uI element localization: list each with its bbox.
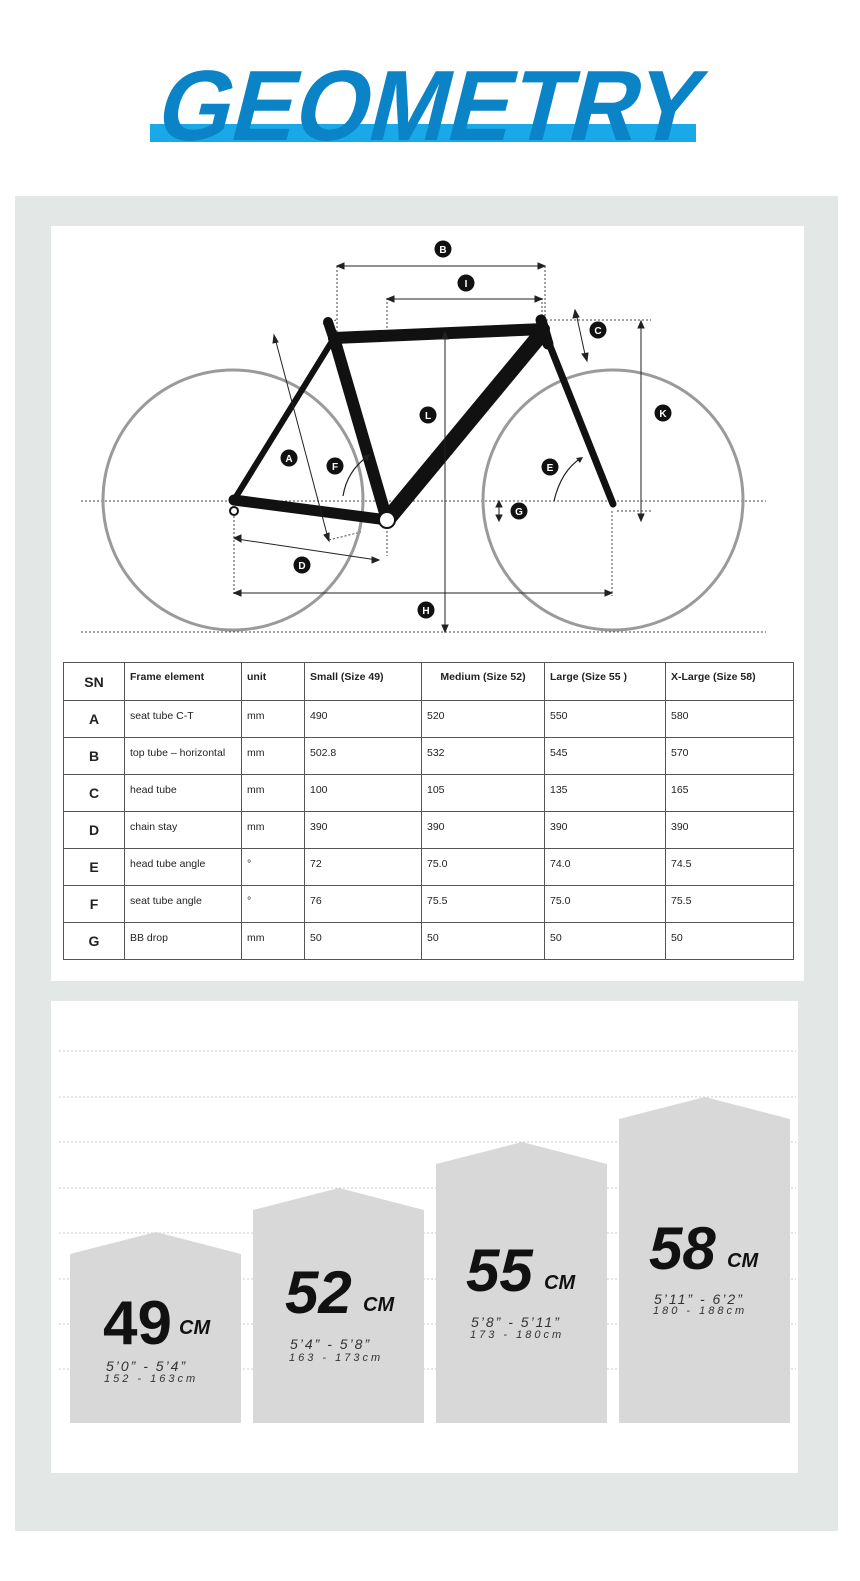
row-sn: C: [64, 775, 125, 812]
row-value-small: 502.8: [305, 738, 422, 775]
row-value-small: 100: [305, 775, 422, 812]
svg-text:K: K: [659, 409, 667, 420]
table-row: [64, 775, 794, 812]
svg-text:A: A: [285, 454, 293, 465]
size-card-58: [619, 1097, 790, 1423]
table-row: [64, 738, 794, 775]
row-element: top tube – horizontal: [125, 738, 242, 775]
svg-text:I: I: [464, 279, 468, 290]
bike-geometry-diagram: [51, 226, 804, 646]
dimension-label-d: [294, 557, 311, 574]
table-row: [64, 812, 794, 849]
row-unit: mm: [242, 923, 305, 960]
svg-text:F: F: [331, 462, 339, 473]
svg-text:C: C: [594, 326, 602, 337]
row-element: head tube angle: [125, 849, 242, 886]
dimension-label-e: [542, 459, 559, 476]
row-sn: D: [64, 812, 125, 849]
height-imperial: 5’4” - 5’8”: [290, 1336, 372, 1352]
row-value-medium: 75.5: [422, 886, 545, 923]
column-header-frame-element: Frame element: [125, 663, 242, 701]
size-number: 52: [285, 1259, 352, 1326]
table-row: [64, 886, 794, 923]
row-unit: mm: [242, 812, 305, 849]
column-header-medium: Medium (Size 52): [422, 663, 545, 701]
row-value-large: 390: [545, 812, 666, 849]
size-unit: CM: [179, 1317, 211, 1339]
svg-text:L: L: [424, 411, 432, 422]
svg-text:G: G: [515, 507, 523, 518]
row-element: chain stay: [125, 812, 242, 849]
row-unit: mm: [242, 775, 305, 812]
row-unit: °: [242, 849, 305, 886]
size-card-55: [436, 1142, 607, 1423]
row-value-xlarge: 75.5: [666, 886, 794, 923]
height-imperial: 5’0” - 5’4”: [106, 1358, 188, 1374]
row-value-large: 50: [545, 923, 666, 960]
row-value-medium: 532: [422, 738, 545, 775]
height-imperial: 5’8” - 5’11”: [471, 1314, 561, 1330]
table-row: [64, 849, 794, 886]
row-element: seat tube C-T: [125, 701, 242, 738]
page-title: [0, 40, 860, 155]
column-header-small: Small (Size 49): [305, 663, 422, 701]
row-value-xlarge: 580: [666, 701, 794, 738]
row-unit: mm: [242, 701, 305, 738]
size-number: 58: [649, 1215, 716, 1282]
row-value-small: 72: [305, 849, 422, 886]
row-value-xlarge: 165: [666, 775, 794, 812]
table-row: [64, 701, 794, 738]
row-value-large: 74.0: [545, 849, 666, 886]
dimension-label-k: [655, 405, 672, 422]
size-guide-graphic: [51, 1001, 798, 1473]
dimension-label-h: [418, 602, 435, 619]
row-value-large: 75.0: [545, 886, 666, 923]
row-value-xlarge: 390: [666, 812, 794, 849]
row-unit: °: [242, 886, 305, 923]
row-element: BB drop: [125, 923, 242, 960]
row-unit: mm: [242, 738, 305, 775]
dimension-label-i: [458, 275, 475, 292]
height-metric: 173 - 180cm: [470, 1329, 565, 1341]
row-element: head tube: [125, 775, 242, 812]
row-sn: F: [64, 886, 125, 923]
row-value-medium: 520: [422, 701, 545, 738]
height-metric: 180 - 188cm: [653, 1305, 748, 1317]
row-sn: G: [64, 923, 125, 960]
geometry-card: [51, 226, 804, 981]
svg-text:H: H: [422, 606, 430, 617]
size-guide-card: [51, 1001, 798, 1473]
dimension-label-g: [511, 503, 528, 520]
dimension-label-l: [420, 407, 437, 424]
svg-text:E: E: [546, 463, 554, 474]
table-header-row: [64, 663, 794, 701]
size-unit: CM: [363, 1294, 395, 1316]
height-imperial: 5’11” - 6’2”: [654, 1291, 744, 1307]
column-header-sn: SN: [64, 663, 125, 701]
svg-text:B: B: [439, 245, 447, 256]
row-value-xlarge: 50: [666, 923, 794, 960]
row-value-small: 390: [305, 812, 422, 849]
row-sn: A: [64, 701, 125, 738]
row-element: seat tube angle: [125, 886, 242, 923]
table-row: [64, 923, 794, 960]
row-value-large: 545: [545, 738, 666, 775]
dimension-label-b: [435, 241, 452, 258]
height-metric: 152 - 163cm: [104, 1373, 199, 1385]
column-header-xlarge: X-Large (Size 58): [666, 663, 794, 701]
row-value-xlarge: 74.5: [666, 849, 794, 886]
title-text: GEOMETRY: [147, 49, 745, 155]
row-value-medium: 50: [422, 923, 545, 960]
height-metric: 163 - 173cm: [289, 1352, 384, 1364]
size-card-52: [253, 1188, 424, 1423]
row-value-large: 135: [545, 775, 666, 812]
size-number: 55: [466, 1237, 533, 1304]
geometry-spec-table: [63, 662, 794, 960]
row-value-medium: 390: [422, 812, 545, 849]
row-value-large: 550: [545, 701, 666, 738]
size-card-49: [70, 1232, 241, 1423]
dimension-label-a: [281, 450, 298, 467]
row-value-small: 76: [305, 886, 422, 923]
dimension-label-c: [590, 322, 607, 339]
svg-text:D: D: [298, 561, 306, 572]
row-value-small: 50: [305, 923, 422, 960]
dimension-label-f: [327, 458, 344, 475]
row-value-medium: 75.0: [422, 849, 545, 886]
size-number: 49: [103, 1289, 172, 1358]
row-sn: B: [64, 738, 125, 775]
column-header-unit: unit: [242, 663, 305, 701]
row-sn: E: [64, 849, 125, 886]
dimension-labels: [281, 241, 672, 619]
size-unit: CM: [544, 1272, 576, 1294]
column-header-large: Large (Size 55 ): [545, 663, 666, 701]
row-value-small: 490: [305, 701, 422, 738]
size-unit: CM: [727, 1250, 759, 1272]
row-value-xlarge: 570: [666, 738, 794, 775]
row-value-medium: 105: [422, 775, 545, 812]
